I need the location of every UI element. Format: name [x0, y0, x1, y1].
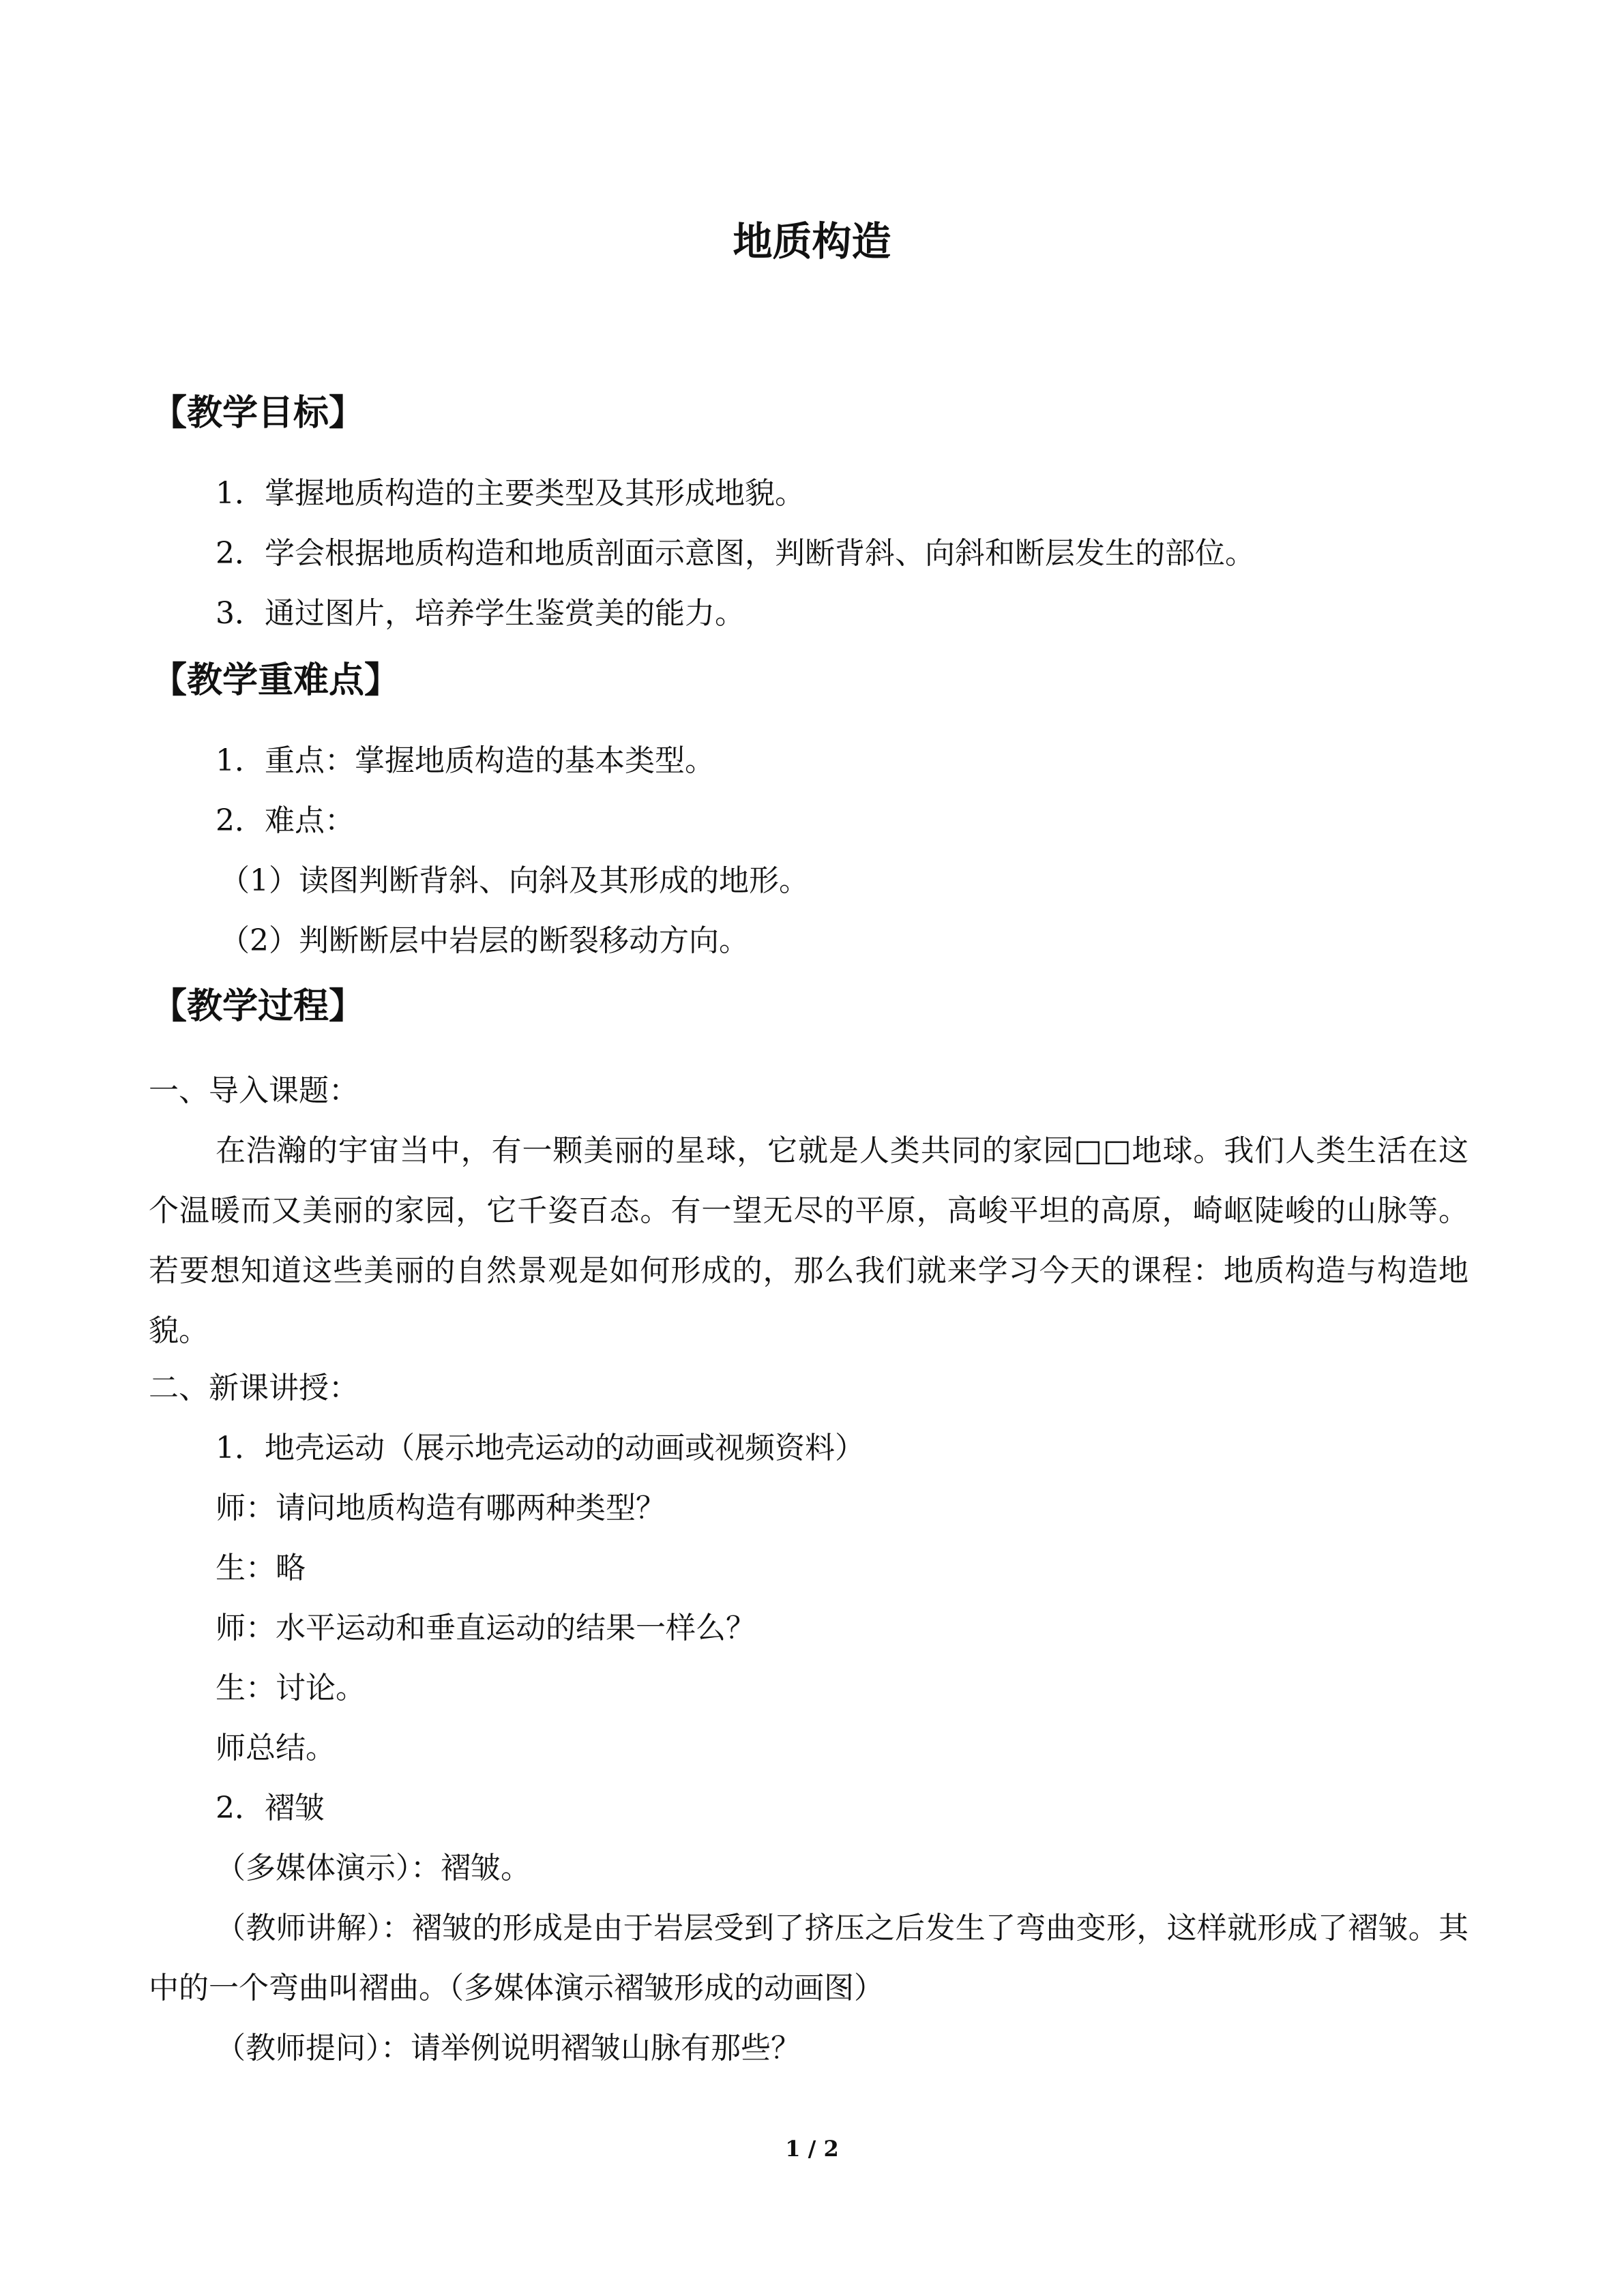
goal-item: 3．通过图片，培养学生鉴赏美的能力。: [216, 596, 745, 631]
lesson-item: 2．褶皱: [216, 1791, 325, 1825]
new-lesson-heading: 二、新课讲授：: [149, 1371, 359, 1405]
lesson-item: 生：讨论。: [216, 1671, 366, 1705]
goal-item: 1．掌握地质构造的主要类型及其形成地貌。: [216, 476, 805, 511]
goal-item: 2．学会根据地质构造和地质剖面示意图，判断背斜、向斜和断层发生的部位。: [216, 536, 1255, 571]
lesson-item: 师总结。: [216, 1731, 336, 1765]
lesson-item: 师：请问地质构造有哪两种类型？: [216, 1491, 666, 1525]
teacher-question: （教师提问）：请举例说明褶皱山脉有那些？: [216, 2031, 801, 2066]
section-heading-process: 【教学过程】: [151, 986, 365, 1027]
lesson-item: 师：水平运动和垂直运动的结果一样么？: [216, 1611, 756, 1645]
lesson-item: 生：略: [216, 1551, 306, 1585]
intro-paragraph: 在浩瀚的宇宙当中，有一颗美丽的星球，它就是人类共同的家园□□地球。我们人类生活在这个温暖而又美丽的家园，它千姿百态。有一望无尽的平原，高峻平坦的高原，崎岖陡峻的山脉等。若要想知道这些美丽的自然景观是如何形成的，那么我们就来学习今天的课程：地质构造与构造地貌。: [149, 1133, 1468, 1348]
keypoint-item: 1．重点：掌握地质构造的基本类型。: [216, 743, 715, 778]
page-number: 1 / 2: [785, 2136, 839, 2162]
lesson-item: （多媒体演示）：褶皱。: [216, 1851, 531, 1885]
keypoint-item: 2．难点：: [216, 803, 355, 838]
keypoint-item: （1）读图判断背斜、向斜及其形成的地形。: [220, 863, 809, 898]
section-heading-keypoints: 【教学重难点】: [151, 660, 400, 701]
document-title: 地质构造: [733, 218, 891, 265]
keypoint-item: （2）判断断层中岩层的断裂移动方向。: [220, 923, 749, 958]
explain-paragraph: （教师讲解）：褶皱的形成是由于岩层受到了挤压之后发生了弯曲变形，这样就形成了褶皱。其中的一个弯曲叫褶曲。（多媒体演示褶皱形成的动画图）: [149, 1911, 1468, 2006]
lesson-item: 1．地壳运动（展示地壳运动的动画或视频资料）: [216, 1431, 865, 1465]
section-heading-goals: 【教学目标】: [151, 393, 365, 434]
intro-heading: 一、导入课题：: [149, 1073, 359, 1108]
